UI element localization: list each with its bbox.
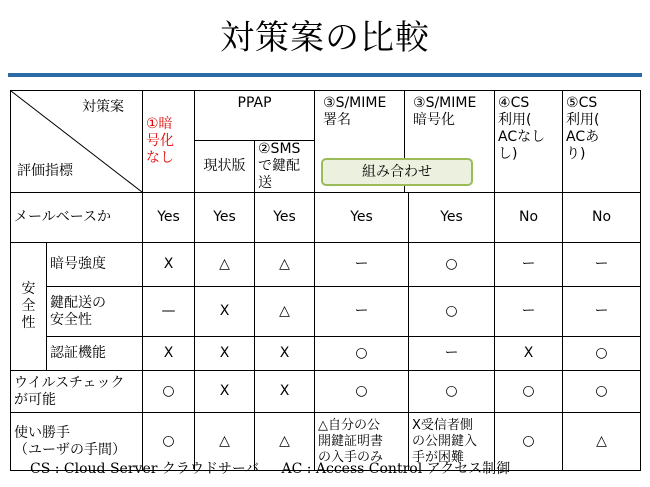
- cell-keysend-7: ー: [563, 287, 641, 337]
- cell-usability-5: X受信者側 の公開鍵入 手が困難: [409, 413, 495, 471]
- cell-virus-5: ○: [409, 371, 495, 413]
- opt1-line-1: ①暗: [146, 116, 173, 132]
- row-auth: [11, 337, 641, 371]
- row-label-auth: 認証機能: [47, 337, 143, 371]
- cell-usability-4: △自分の公 開鍵証明書 の入手のみ: [315, 413, 409, 471]
- cell-mail-6: No: [495, 193, 563, 243]
- header-corner: [11, 91, 143, 193]
- cell-strength-7: ー: [563, 243, 641, 287]
- virus-line-2: が可能: [14, 391, 56, 408]
- cell-mail-2: Yes: [195, 193, 255, 243]
- header-row-1: [11, 91, 641, 141]
- cell-usability-6: ○: [495, 413, 563, 471]
- cell-mail-7: No: [563, 193, 641, 243]
- corner-label-taisakuan: 対策案: [82, 99, 124, 115]
- opt4-line-4: し): [498, 146, 518, 162]
- opt1-line-2: 号化: [146, 133, 174, 149]
- usability-line-2: （ユーザの手間）: [14, 441, 126, 458]
- title-underline: [8, 73, 642, 77]
- header-option-1: [143, 91, 195, 193]
- comparison-table: [10, 90, 641, 471]
- cell-auth-7: ○: [563, 337, 641, 371]
- cell-strength-6: ー: [495, 243, 563, 287]
- opt1-line-3: なし: [146, 150, 174, 166]
- cell-auth-2: X: [195, 337, 255, 371]
- cell-usability-1: ○: [143, 413, 195, 471]
- cell-mail-4: Yes: [315, 193, 409, 243]
- header-option-5: [563, 91, 641, 193]
- cell-strength-3: △: [255, 243, 315, 287]
- opt5-line-3: ACあ: [566, 129, 600, 145]
- cell-virus-2: X: [195, 371, 255, 413]
- opt2-line-1: ②SMS: [258, 141, 301, 157]
- cell-auth-1: X: [143, 337, 195, 371]
- header-option-3a: [323, 95, 386, 129]
- cell-mail-5: Yes: [409, 193, 495, 243]
- opt5-line-1: ⑤CS: [566, 95, 598, 111]
- cell-usability-2: △: [195, 413, 255, 471]
- row-group-safety: [11, 243, 47, 371]
- virus-line-1: ウイルスチェック: [14, 374, 125, 391]
- row-mail: [11, 193, 641, 243]
- row-label-keysend: [47, 287, 143, 337]
- opt4-line-3: ACなし: [498, 129, 546, 145]
- keysend-line-1: 鍵配送の: [50, 294, 106, 311]
- safety-char-3: 性: [21, 315, 36, 331]
- cell-auth-4: ○: [315, 337, 409, 371]
- cell-keysend-5: ○: [409, 287, 495, 337]
- cell-auth-5: ー: [409, 337, 495, 371]
- row-keysend: [11, 287, 641, 337]
- cell-strength-2: △: [195, 243, 255, 287]
- cell-virus-6: ○: [495, 371, 563, 413]
- cell-keysend-6: ー: [495, 287, 563, 337]
- cell-mail-1: Yes: [143, 193, 195, 243]
- cell-strength-1: X: [143, 243, 195, 287]
- footnote: [30, 458, 510, 478]
- opt4-line-1: ④CS: [498, 95, 530, 111]
- opt3a-line-2: 署名: [323, 112, 352, 128]
- cell-keysend-3: △: [255, 287, 315, 337]
- cell-usability-7: △: [563, 413, 641, 471]
- cell-auth-3: X: [255, 337, 315, 371]
- footnote-ac-jp: アクセス制御: [426, 461, 511, 477]
- header-ppap: PPAP: [195, 91, 315, 141]
- opt3b-line-2: 暗号化: [413, 112, 456, 128]
- keysend-line-2: 安全性: [50, 311, 92, 328]
- opt3b-line-1: ③S/MIME: [413, 95, 477, 111]
- header-option-2: [255, 141, 315, 193]
- cell-virus-7: ○: [563, 371, 641, 413]
- cell-mail-3: Yes: [255, 193, 315, 243]
- cell-keysend-1: —: [143, 287, 195, 337]
- corner-label-hyoka: 評価指標: [17, 163, 73, 179]
- cell-keysend-2: X: [195, 287, 255, 337]
- opt4-line-2: 利用(: [498, 112, 532, 128]
- cell-usability-3: △: [255, 413, 315, 471]
- cell-strength-4: ー: [315, 243, 409, 287]
- header-genjo: 現状版: [195, 141, 255, 193]
- row-label-mail: メールベースか: [11, 193, 143, 243]
- header-option-3b: [413, 95, 476, 129]
- combination-badge: 組み合わせ: [321, 158, 473, 186]
- header-option-4: [495, 91, 563, 193]
- cell-virus-3: X: [255, 371, 315, 413]
- cell-auth-6: X: [495, 337, 563, 371]
- usability-line-1: 使い勝手: [14, 424, 70, 441]
- cell-virus-4: ○: [315, 371, 409, 413]
- slide-title: 対策案の比較: [220, 18, 430, 58]
- safety-char-1: 安: [21, 281, 36, 297]
- row-virus: [11, 371, 641, 413]
- footnote-ac-abbr: AC : Access Control: [281, 461, 423, 477]
- opt3a-line-1: ③S/MIME: [323, 95, 387, 111]
- footnote-cs-jp: クラウドサーバ: [161, 461, 260, 477]
- cell-strength-5: ○: [409, 243, 495, 287]
- row-strength: [11, 243, 641, 287]
- footnote-cs-abbr: CS : Cloud Server: [30, 461, 158, 477]
- header-option-3: [315, 91, 495, 193]
- row-label-virus: [11, 371, 143, 413]
- cell-virus-1: ○: [143, 371, 195, 413]
- opt5-line-4: り): [566, 146, 586, 162]
- cell-keysend-4: ー: [315, 287, 409, 337]
- opt2-line-2: で鍵配送: [258, 158, 300, 191]
- safety-char-2: 全: [21, 298, 36, 314]
- row-label-strength: 暗号強度: [47, 243, 143, 287]
- opt5-line-2: 利用(: [566, 112, 600, 128]
